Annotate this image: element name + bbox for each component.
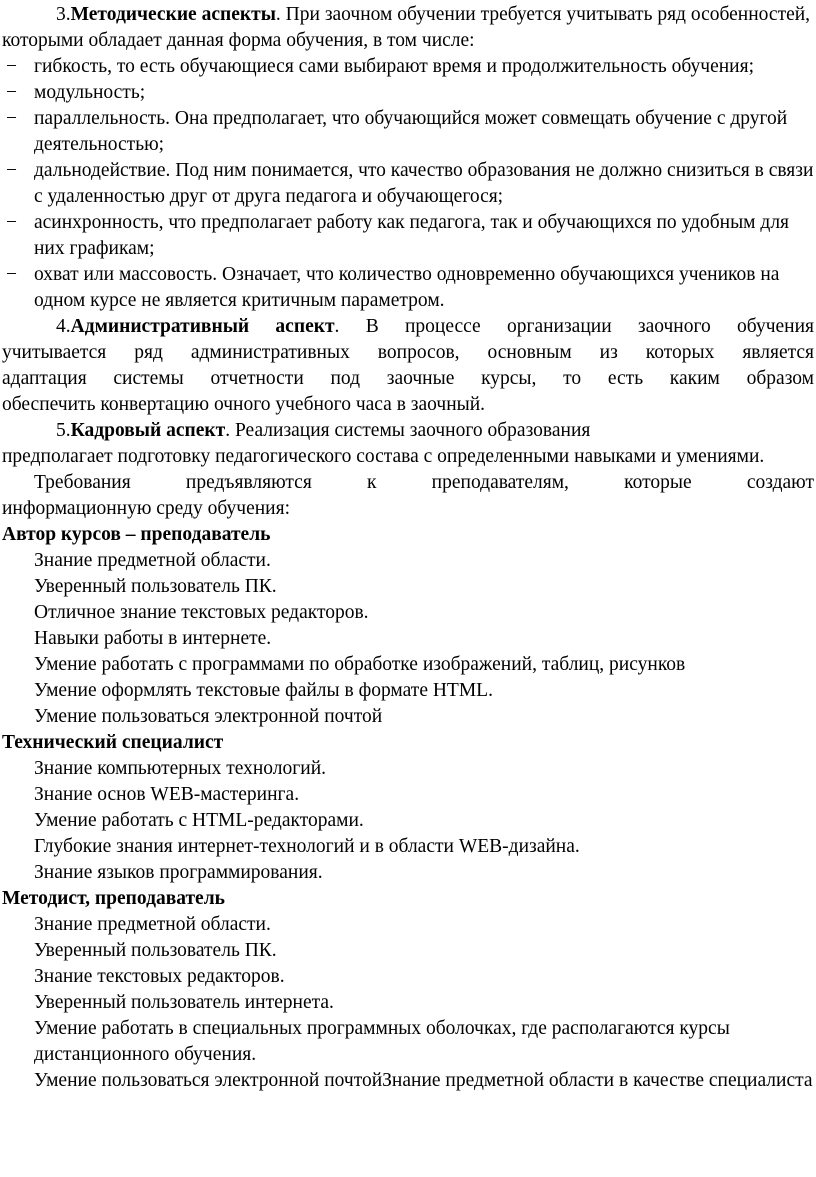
section-5-title: Кадровый аспект <box>70 420 226 441</box>
list-item: Навыки работы в интернете. <box>34 628 272 649</box>
section-3-number: 3. <box>56 4 71 25</box>
list-item: Уверенный пользователь интернета. <box>34 992 334 1013</box>
list-item: − асинхронность, что предполагает работу как педагога, так и обучающихся по удобным для них графикам; <box>6 212 790 259</box>
list-item: Знание основ WEB-мастеринга. <box>34 784 300 805</box>
dash-bullet: − <box>6 160 17 181</box>
list-item: Умение работать с программами по обработке изображений, таблиц, рисунков <box>34 654 686 675</box>
section-5-number: 5. <box>56 420 71 441</box>
list-item: Умение работать в специальных программных оболочках, где располагаются курсы дистанционного обучения. <box>34 1018 730 1065</box>
section-4-paragraph: 4.Административный аспект. В процессе организации заочного обучения учитывается ряд административных вопросов, основным из которых является адаптация системы отчетности под заочные курсы, то есть каким образом обеспечить конвертацию очного учебного часа в заочный. <box>2 316 814 415</box>
list-item: Глубокие знания интернет-технологий и в области WEB-дизайна. <box>34 836 580 857</box>
role-technical <box>2 730 814 886</box>
dash-bullet: − <box>6 108 17 129</box>
role-title: Методист, преподаватель <box>2 888 225 909</box>
section-3-paragraph <box>2 2 814 54</box>
list-item: Умение работать с HTML-редакторами. <box>34 810 364 831</box>
section-5-paragraph: 5.Кадровый аспект. Реализация системы заочного образования предполагает подготовку педагогического состава с определенными навыками и умениями. <box>2 420 765 467</box>
list-item: − гибкость, то есть обучающиеся сами выбирают время и продолжительность обучения; <box>2 54 814 80</box>
features-list <box>2 54 814 314</box>
list-item: − модульность; <box>2 80 814 106</box>
section-4-title: Административный аспект <box>70 316 335 337</box>
list-item: Знание текстовых редакторов. <box>34 966 285 987</box>
requirements-paragraph: Требования предъявляются к преподавателям, которые создают информационную среду обучения: <box>2 472 814 519</box>
list-item: − охват или массовость. Означает, что количество одновременно обучающихся учеников на одном курсе не является критичным параметром. <box>6 264 780 311</box>
list-item: Умение оформлять текстовые файлы в формате HTML. <box>34 680 493 701</box>
list-item: − дальнодействие. Под ним понимается, что качество образования не должно снизиться в связи с удаленностью друг от друга педагога и обучающегося; <box>6 160 814 207</box>
list-item: Знание компьютерных технологий. <box>34 758 327 779</box>
list-item: Знание предметной области. <box>34 550 271 571</box>
list-item: Умение пользоваться электронной почтойЗнание предметной области в качестве специалиста <box>34 1070 813 1091</box>
list-item: Умение пользоваться электронной почтой <box>34 706 383 727</box>
list-item: Знание предметной области. <box>34 914 271 935</box>
dash-bullet: − <box>6 56 17 77</box>
list-item: Уверенный пользователь ПК. <box>34 576 277 597</box>
role-title: Автор курсов – преподаватель <box>2 524 271 545</box>
section-3-title: Методические аспекты <box>70 4 276 25</box>
list-item: Уверенный пользователь ПК. <box>34 940 277 961</box>
section-3-lead: . При заочном обучении требуется учитывать ряд особенностей, которыми обладает данная форма обучения, в том числе: <box>2 4 811 51</box>
dash-bullet: − <box>6 82 17 103</box>
role-title: Технический специалист <box>2 732 224 753</box>
dash-bullet: − <box>6 264 17 285</box>
list-item: Знание языков программирования. <box>34 862 323 883</box>
role-author <box>2 522 814 730</box>
role-methodist <box>2 886 814 1094</box>
list-item: Отличное знание текстовых редакторов. <box>34 602 369 623</box>
list-item: − параллельность. Она предполагает, что обучающийся может совмещать обучение с другой деятельностью; <box>6 108 788 155</box>
section-4-number: 4. <box>56 316 71 337</box>
dash-bullet: − <box>6 212 17 233</box>
